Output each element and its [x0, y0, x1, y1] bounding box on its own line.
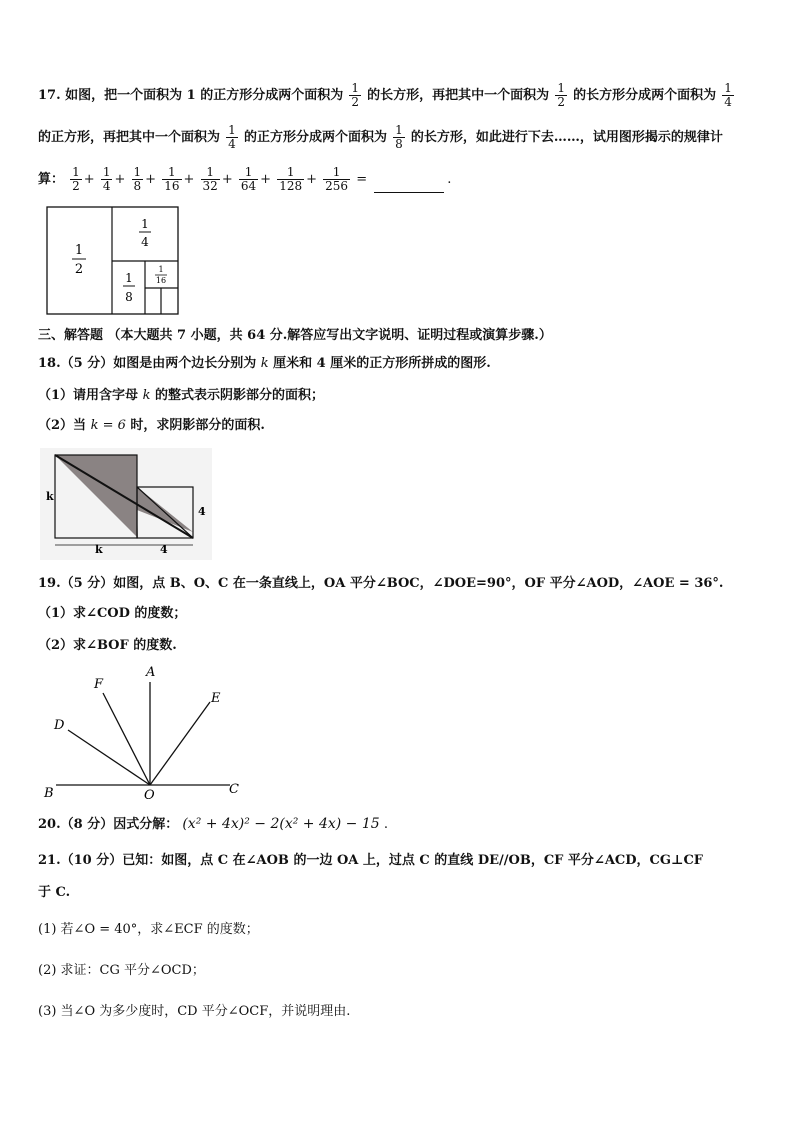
- q17-text-2c: 的长方形，如此进行下去……，试用图形揭示的规律计: [410, 130, 723, 145]
- answer-blank: [374, 180, 444, 193]
- fig-label-sixteenth-den: 16: [155, 276, 167, 285]
- q18-figure: [40, 448, 220, 560]
- point-label-C: C: [229, 782, 239, 797]
- q18-part-2: （2）当 k = 6 时，求阴影部分的面积.: [38, 418, 265, 433]
- fraction-half: $\frac{1}{2}$: [557, 81, 565, 109]
- point-label-A: A: [146, 665, 156, 680]
- fraction-eighth: $\frac{1}{8}$: [395, 123, 403, 151]
- q17-text-1a: 17. 如图，把一个面积为 1 的正方形分成两个面积为: [38, 88, 344, 103]
- q20-expression: (x² + 4x)² − 2(x² + 4x) − 15: [182, 816, 380, 832]
- fraction-half: $\frac{1}{2}$: [351, 81, 360, 109]
- q20-stem: 20.（8 分）因式分解：: [38, 817, 179, 832]
- q20-line: 20.（8 分）因式分解： (x² + 4x)² − 2(x² + 4x) − 15 .: [38, 816, 388, 832]
- series-term: $\frac{1}{2}$: [72, 165, 80, 193]
- q21-stem-2: 于 C.: [38, 885, 71, 900]
- q18-part-1: （1）请用含字母 k 的整式表示阴影部分的面积；: [38, 388, 325, 403]
- q17-line-3: 算： $\frac{1}{2}$ + $\frac{1}{4}$ + $\frac{1}{8}$ + $\frac{1}{16}$ + $\frac{1}{32}$ + $\frac{1}{64}$ + $\frac{1}{128}$ + $\frac{1}{256}$ = .: [38, 165, 452, 193]
- q17-text-2b: 的正方形分成两个面积为: [243, 130, 387, 145]
- q17-text-3a: 算：: [38, 172, 65, 187]
- point-label-F: F: [94, 677, 104, 692]
- section-3-heading: 三、解答题 （本大题共 7 小题，共 64 分.解答应写出文字说明、证明过程或演算步骤.）: [38, 328, 552, 343]
- fig-label-quarter-num: 1: [141, 217, 149, 231]
- fig-label-k-left: k: [46, 490, 54, 503]
- point-label-O: O: [144, 788, 155, 803]
- q21-stem-1: 21.（10 分）已知：如图，点 C 在∠AOB 的一边 OA 上，过点 C 的直线 DE//OB，CF 平分∠ACD，CG⊥CF: [38, 853, 704, 868]
- q17-text-1b: 的长方形，再把其中一个面积为: [367, 88, 550, 103]
- q21-part-1: (1) 若∠O = 40°，求∠ECF 的度数；: [38, 922, 259, 937]
- q21-part-2: (2) 求证：CG 平分∠OCD；: [38, 963, 205, 978]
- fig-label-k-bottom: k: [95, 543, 103, 556]
- fig-label-eighth-num: 1: [125, 271, 133, 285]
- series-term: $\frac{1}{128}$: [279, 165, 303, 193]
- q17-square-figure: [46, 206, 180, 316]
- point-label-E: E: [211, 691, 221, 706]
- series-term: $\frac{1}{16}$: [164, 165, 180, 193]
- q17-text-2a: 的正方形，再把其中一个面积为: [38, 130, 221, 145]
- q19-stem: 19.（5 分）如图，点 B、O、C 在一条直线上，OA 平分∠BOC，∠DOE=90°，OF 平分∠AOD，∠AOE = 36°.: [38, 576, 724, 591]
- series-term: $\frac{1}{32}$: [202, 165, 218, 193]
- q18-stem: 18.（5 分）如图是由两个边长分别为 k 厘米和 4 厘米的正方形所拼成的图形.: [38, 356, 491, 371]
- q19-part-2: （2）求∠BOF 的度数.: [38, 638, 177, 653]
- fig-label-quarter-den: 4: [141, 235, 149, 249]
- point-label-B: B: [44, 786, 54, 801]
- fraction-quarter: $\frac{1}{4}$: [228, 123, 236, 151]
- series-term: $\frac{1}{8}$: [133, 165, 142, 193]
- q17-text-1c: 的长方形分成两个面积为: [573, 88, 717, 103]
- fig-label-sixteenth-num: 1: [158, 265, 164, 274]
- series-term: $\frac{1}{256}$: [325, 165, 349, 193]
- q21-part-3: (3) 当∠O 为多少度时，CD 平分∠OCF，并说明理由.: [38, 1004, 351, 1019]
- series-term: $\frac{1}{64}$: [240, 165, 257, 193]
- fig-label-4-right: 4: [198, 505, 206, 518]
- fig-label-eighth-den: 8: [125, 290, 133, 304]
- equals-sign: =: [356, 172, 368, 187]
- series-term: $\frac{1}{4}$: [102, 165, 111, 193]
- fig-label-4-bottom: 4: [160, 543, 168, 556]
- fig-label-half-num: 1: [74, 243, 84, 258]
- point-label-D: D: [54, 718, 65, 733]
- q17-line-2: [38, 124, 723, 151]
- fig-label-half-den: 2: [74, 262, 84, 277]
- q19-part-1: （1）求∠COD 的度数；: [38, 606, 187, 621]
- fraction-quarter: $\frac{1}{4}$: [724, 81, 732, 109]
- q19-angle-figure: [38, 660, 248, 805]
- q17-line-1: [38, 82, 736, 109]
